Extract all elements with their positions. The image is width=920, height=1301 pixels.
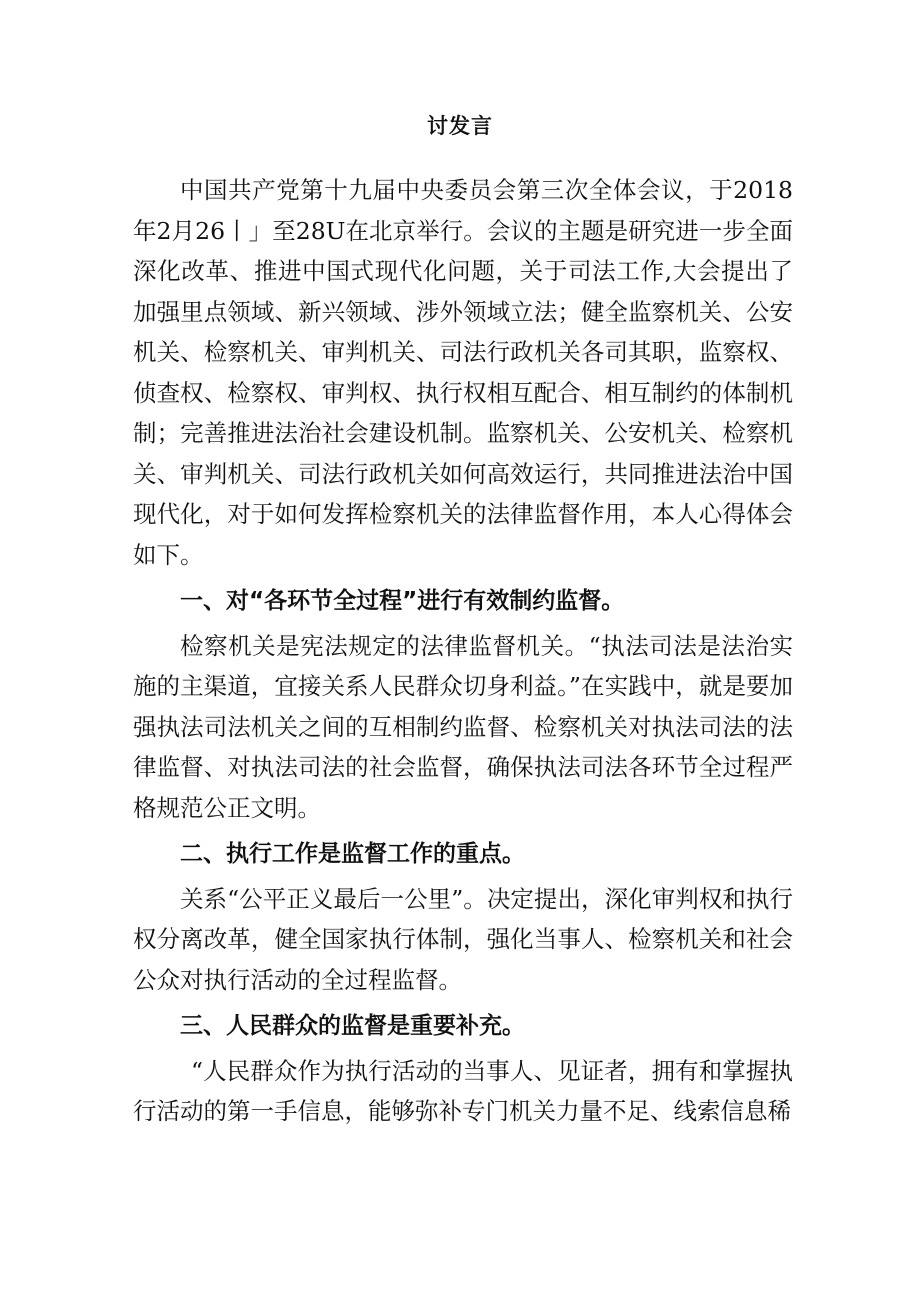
document-title: 讨发言 [427, 114, 493, 138]
section-paragraph-2: 关系“公平正义最后一公里”。决定提出，深化审判权和执行权分离改革，健全国家执行体制，强化当事人、检察机关和社会公众对执行活动的全过程监督。 [133, 884, 793, 994]
section-heading-1: 一、对“各环节全过程”进行有效制约监督。 [180, 588, 625, 614]
section-paragraph-3: “人民群众作为执行活动的当事人、见证者，拥有和掌握执行活动的第一手信息，能够弥补专门机关力量不足、线索信息稀 [133, 1056, 793, 1125]
section-heading-2: 二、执行工作是监督工作的重点。 [180, 841, 525, 867]
section-paragraph-1: 检察机关是宪法规定的法律监督机关。“执法司法是法治实施的主渠道，宜接关系人民群众切身利益。”在实践中，就是要加强执法司法机关之间的互相制约监督、检察机关对执法司法的法律监督、对执法司法的社会监督，确保执法司法各环节全过程严格规范公正文明。 [133, 631, 793, 822]
section-heading-3: 三、人民群众的监督是重要补充。 [180, 1013, 525, 1039]
document-body [133, 170, 793, 1132]
intro-paragraph: 中国共产党第十九届中央委员会第三次全体会议，于2018年2月26丨」至28U在北京举行。会议的主题是研究进一步全面深化改革、推进中国式现代化问题，关于司法工作,大会提出了加强里点领域、新兴领域、涉外领域立法；健全监察机关、公安机关、检察机关、审判机关、司法行政机关各司其职，监察权、侦查权、检察权、审判权、执行权相互配合、相互制约的体制机制；完善推进法治社会建设机制。监察机关、公安机关、检察机关、审判机关、司法行政机关如何高效运行，共同推进法治中国现代化，对于如何发挥检察机关的法律监督作用，本人心得体会如下。 [133, 176, 793, 569]
